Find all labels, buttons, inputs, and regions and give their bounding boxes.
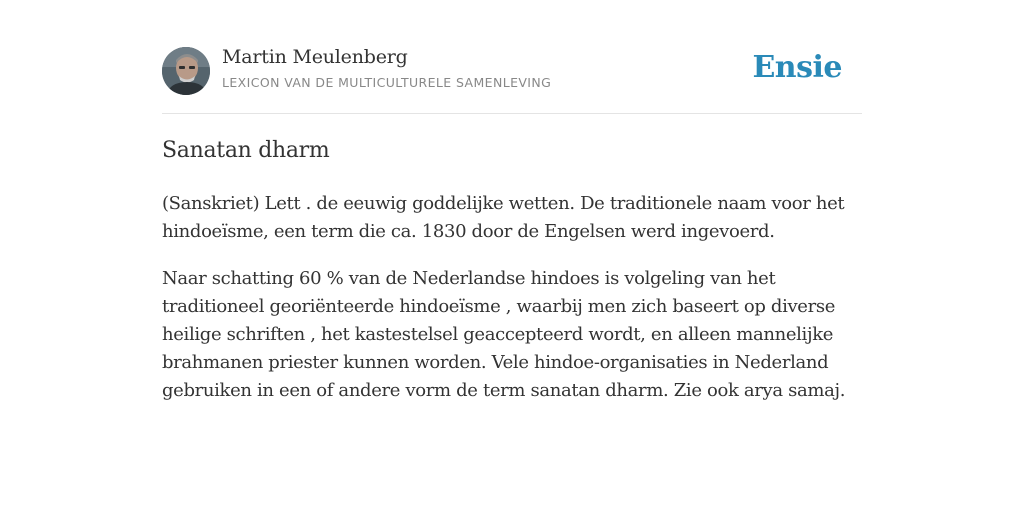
entry-title: Sanatan dharm xyxy=(162,138,330,163)
author-name[interactable]: Martin Meulenberg xyxy=(222,46,408,68)
author-portrait-icon xyxy=(162,47,210,95)
entry-paragraph-2: Naar schatting 60 % van de Nederlandse hindoes is volgeling van het traditioneel georiënteerde hindoeïsme , waarbij men zich baseert op diverse heilige schriften , het kastestelsel geaccepteerd wordt, en alleen mannelijke brahmanen priester kunnen worden. Vele hindoe-organisaties in Nederland gebruiken in een of andere vorm de term sanatan dharm. Zie ook arya samaj. xyxy=(162,268,846,401)
ensie-logo[interactable]: Ensie xyxy=(752,50,842,85)
author-avatar[interactable] xyxy=(162,47,210,95)
publication-name[interactable]: LEXICON VAN DE MULTICULTURELE SAMENLEVING xyxy=(222,75,552,90)
header-divider xyxy=(162,113,862,114)
author-header xyxy=(162,46,862,96)
entry-paragraph-1: (Sanskriet) Lett . de eeuwig goddelijke wetten. De traditionele naam voor het hindoeïsme, een term die ca. 1830 door de Engelsen werd ingevoerd. xyxy=(162,193,845,242)
